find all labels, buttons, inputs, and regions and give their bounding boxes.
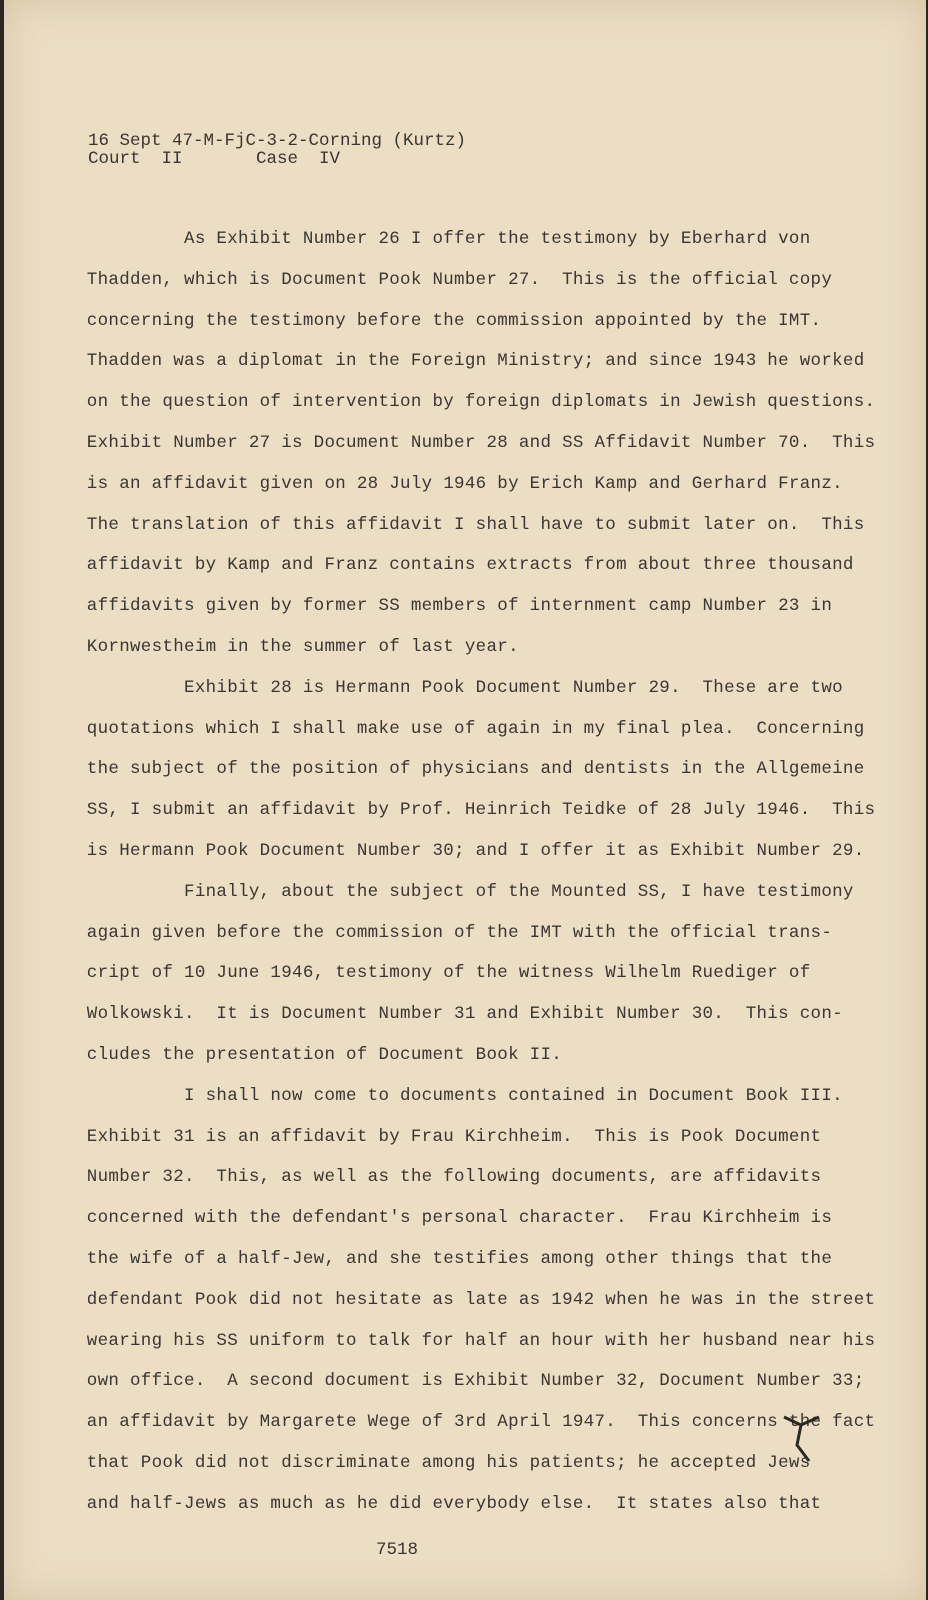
header-session-line: 16 Sept 47-M-FjC-3-2-Corning (Kurtz): [88, 131, 467, 151]
text-line: I shall now come to documents contained in Document Book III.: [76, 1085, 843, 1106]
page-number: 7518: [376, 1540, 419, 1560]
text-line: SS, I submit an affidavit by Prof. Heinrich Teidke of 28 July 1946. This: [76, 800, 876, 821]
text-line: is Hermann Pook Document Number 30; and I offer it as Exhibit Number 29.: [76, 840, 865, 861]
text-line: on the question of intervention by foreign diplomats in Jewish questions.: [76, 392, 876, 413]
text-line: an affidavit by Margarete Wege of 3rd April 1947. This concerns the fact: [76, 1412, 876, 1433]
text-line: the subject of the position of physicians and dentists in the Allgemeine: [76, 759, 865, 780]
document-page: [4, 0, 926, 1600]
text-line: cript of 10 June 1946, testimony of the witness Wilhelm Ruediger of: [76, 963, 811, 984]
text-line: concerned with the defendant's personal character. Frau Kirchheim is: [76, 1208, 833, 1229]
text-line: Finally, about the subject of the Mounted SS, I have testimony: [76, 881, 854, 902]
text-line: affidavits given by former SS members of internment camp Number 23 in: [76, 596, 833, 617]
text-line: again given before the commission of the IMT with the official trans-: [76, 922, 833, 943]
text-line: cludes the presentation of Document Book II.: [76, 1044, 563, 1065]
text-line: Exhibit 31 is an affidavit by Frau Kirchheim. This is Pook Document: [76, 1126, 822, 1147]
text-line: The translation of this affidavit I shall have to submit later on. This: [76, 514, 865, 535]
text-line: the wife of a half-Jew, and she testifies among other things that the: [76, 1248, 833, 1269]
document-body: [76, 229, 876, 1535]
text-line: Number 32. This, as well as the following documents, are affidavits: [76, 1167, 822, 1188]
text-line: that Pook did not discriminate among his patients; he accepted Jews: [76, 1452, 811, 1473]
text-line: and half-Jews as much as he did everybody else. It states also that: [76, 1493, 822, 1514]
text-line: As Exhibit Number 26 I offer the testimony by Eberhard von: [76, 229, 811, 249]
document-header: [88, 132, 466, 168]
text-line: Exhibit 28 is Hermann Pook Document Number 29. These are two: [76, 677, 843, 698]
text-line: concerning the testimony before the commission appointed by the IMT.: [76, 310, 822, 331]
text-line: defendant Pook did not hesitate as late as 1942 when he was in the street: [76, 1289, 876, 1310]
handwritten-margin-mark: [779, 1395, 829, 1465]
text-line: Kornwestheim in the summer of last year.: [76, 636, 519, 657]
text-line: Thadden was a diplomat in the Foreign Ministry; and since 1943 he worked: [76, 351, 865, 372]
text-line: Wolkowski. It is Document Number 31 and Exhibit Number 30. This con-: [76, 1004, 843, 1025]
text-line: own office. A second document is Exhibit Number 32, Document Number 33;: [76, 1371, 865, 1392]
text-line: is an affidavit given on 28 July 1946 by Erich Kamp and Gerhard Franz.: [76, 473, 843, 494]
text-line: wearing his SS uniform to talk for half an hour with her husband near his: [76, 1330, 876, 1351]
text-line: Thadden, which is Document Pook Number 27. This is the official copy: [76, 269, 833, 290]
text-line: quotations which I shall make use of again in my final plea. Concerning: [76, 718, 865, 739]
text-line: Exhibit Number 27 is Document Number 28 and SS Affidavit Number 70. This: [76, 432, 876, 453]
text-line: affidavit by Kamp and Franz contains extracts from about three thousand: [76, 555, 854, 576]
header-court-line: Court II Case IV: [88, 149, 341, 169]
